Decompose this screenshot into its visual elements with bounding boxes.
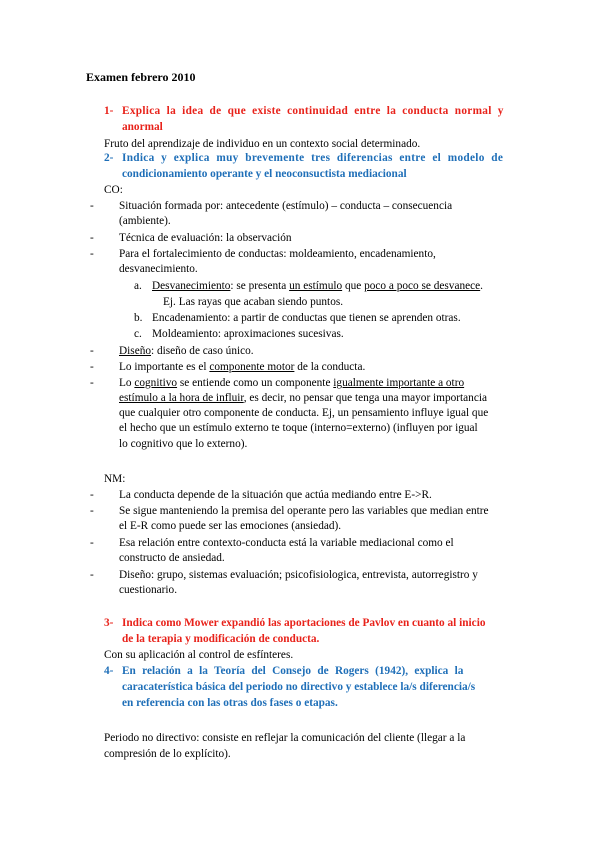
question-4-line-3: en referencia con las otras dos fases o etapas. bbox=[122, 697, 338, 709]
co-item-2: Técnica de evaluación: la observación bbox=[119, 232, 292, 244]
question-1-number: 1- bbox=[104, 105, 114, 117]
question-4-line-1: En relación a la Teoría del Consejo de Rogers (1942), explica la bbox=[122, 665, 464, 677]
co-item-1-line-2: (ambiente). bbox=[119, 215, 171, 227]
question-3-line-1: Indica como Mower expandió las aportaciones de Pavlov en cuanto al inicio bbox=[122, 617, 486, 629]
co-label: CO: bbox=[104, 184, 123, 196]
sub-item-c: Moldeamiento: aproximaciones sucesivas. bbox=[152, 328, 344, 340]
answer-3: Con su aplicación al control de esfínteres. bbox=[104, 649, 294, 661]
text: : diseño de caso único. bbox=[151, 345, 254, 357]
sub-item-a-marker: a. bbox=[134, 280, 142, 292]
co-item-6-line-1 bbox=[119, 376, 464, 391]
underlined-text: estímulo a la hora de influir bbox=[119, 392, 244, 404]
co-item-3-line-1: Para el fortalecimiento de conductas: moldeamiento, encadenamiento, bbox=[119, 248, 436, 260]
sub-item-a-line-2: Ej. Las rayas que acaban siendo puntos. bbox=[163, 296, 344, 308]
bullet-dash: - bbox=[90, 361, 94, 373]
co-item-6-line-3: que cualquier otro componente de conducta. Ej, un pensamiento influye igual que bbox=[119, 407, 489, 419]
underlined-text: cognitivo bbox=[134, 377, 178, 389]
nm-item-4-line-2: cuestionario. bbox=[119, 584, 178, 596]
text: : se presenta bbox=[230, 280, 290, 292]
nm-item-3-line-1: Esa relación entre contexto-conducta está la variable mediacional como el bbox=[119, 537, 454, 549]
nm-label: NM: bbox=[104, 473, 126, 485]
question-1-line-1: Explica la idea de que existe continuidad entre la conducta normal y bbox=[122, 105, 504, 117]
question-3-number: 3- bbox=[104, 617, 114, 629]
text: que bbox=[342, 280, 365, 292]
question-1-line-2: anormal bbox=[122, 121, 163, 133]
term-diseno: Diseño bbox=[119, 345, 152, 357]
sub-item-c-marker: c. bbox=[134, 328, 142, 340]
co-item-5 bbox=[119, 360, 365, 375]
co-item-1-line-1: Situación formada por: antecedente (estímulo) – conducta – consecuencia bbox=[119, 200, 453, 212]
sub-item-b-marker: b. bbox=[134, 312, 143, 324]
co-item-6-line-4: el hecho que un estímulo externo te toque (interno=externo) (influyen por igual bbox=[119, 422, 478, 434]
text: Lo importante es el bbox=[119, 361, 210, 373]
co-item-4 bbox=[119, 344, 254, 359]
underlined-text: poco a poco se desvanece bbox=[364, 280, 481, 292]
bullet-dash: - bbox=[90, 232, 94, 244]
nm-item-4-line-1: Diseño: grupo, sistemas evaluación; psicofisiologica, entrevista, autorregistro y bbox=[119, 569, 478, 581]
nm-item-1: La conducta depende de la situación que actúa mediando entre E->R. bbox=[119, 489, 432, 501]
document-title: Examen febrero 2010 bbox=[86, 70, 196, 84]
co-item-6-line-5: lo cognitivo que lo externo). bbox=[119, 438, 248, 450]
nm-item-2-line-2: el E-R como puede ser las emociones (ansiedad). bbox=[119, 520, 342, 532]
nm-item-2-line-1: Se sigue manteniendo la premisa del operante pero las variables que median entre bbox=[119, 505, 489, 517]
answer-4-line-1: Periodo no directivo: consiste en reflejar la comunicación del cliente (llegar a la bbox=[104, 732, 466, 744]
underlined-text: igualmente importante a otro bbox=[333, 377, 465, 389]
underlined-text: componente motor bbox=[209, 361, 295, 373]
text: Lo bbox=[119, 377, 135, 389]
term-desvanecimiento: Desvanecimiento bbox=[152, 280, 231, 292]
bullet-dash: - bbox=[90, 489, 94, 501]
bullet-dash: - bbox=[90, 345, 94, 357]
nm-item-3-line-2: constructo de ansiedad. bbox=[119, 552, 225, 564]
text: se entiende como un componente bbox=[177, 377, 334, 389]
bullet-dash: - bbox=[90, 248, 94, 260]
underlined-text: un estímulo bbox=[289, 280, 343, 292]
question-2-line-1: Indica y explica muy brevemente tres diferencias entre el modelo de bbox=[122, 152, 504, 164]
answer-1: Fruto del aprendizaje de individuo en un contexto social determinado. bbox=[104, 138, 421, 150]
text: de la conducta. bbox=[294, 361, 366, 373]
text: , es decir, no pensar que tenga una mayor importancia bbox=[243, 392, 487, 404]
bullet-dash: - bbox=[90, 505, 94, 517]
question-3-line-2: de la terapia y modificación de conducta. bbox=[122, 633, 320, 645]
bullet-dash: - bbox=[90, 200, 94, 212]
question-2-number: 2- bbox=[104, 152, 114, 164]
question-4-number: 4- bbox=[104, 665, 114, 677]
sub-item-a-line-1 bbox=[152, 279, 483, 294]
bullet-dash: - bbox=[90, 537, 94, 549]
question-2-line-2: condicionamiento operante y el neoconsuctista mediacional bbox=[122, 168, 407, 180]
question-4-line-2: caracaterística básica del periodo no directivo y establece la/s diferencia/s bbox=[122, 681, 476, 693]
co-item-6-line-2 bbox=[119, 391, 487, 406]
sub-item-b: Encadenamiento: a partir de conductas que tienen se aprenden otras. bbox=[152, 312, 461, 324]
text: . bbox=[480, 280, 483, 292]
answer-4-line-2: compresión de lo explícito). bbox=[104, 748, 231, 760]
co-item-3-line-2: desvanecimiento. bbox=[119, 263, 198, 275]
bullet-dash: - bbox=[90, 377, 94, 389]
bullet-dash: - bbox=[90, 569, 94, 581]
